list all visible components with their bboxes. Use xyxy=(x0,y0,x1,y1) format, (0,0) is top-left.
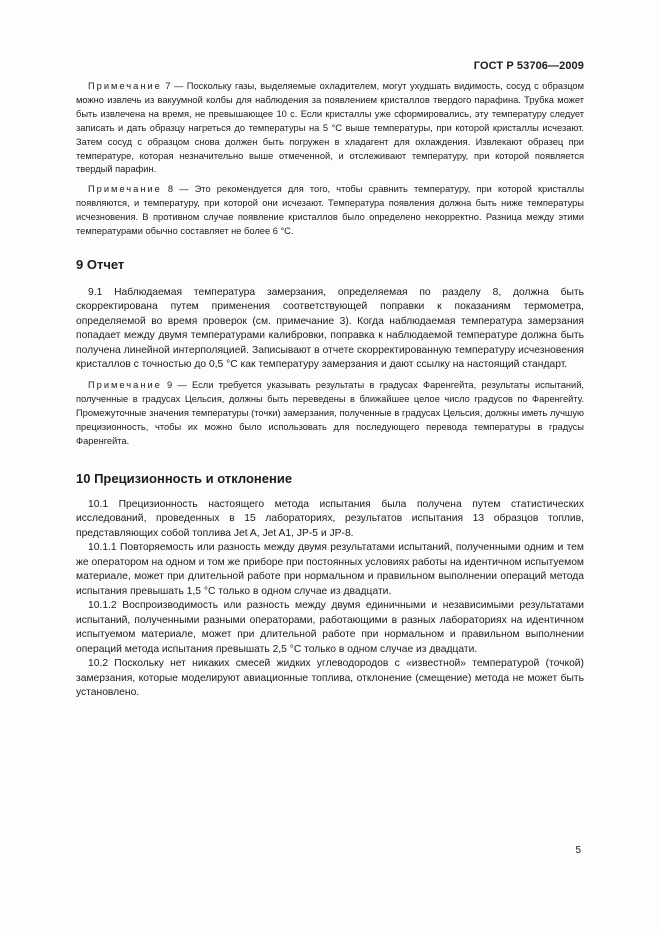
note-text: 9 — Если требуется указывать результаты в градусах Фаренгейта, результаты испытаний, полученные в градусах Цельсия, должны быть переведены в ближайшее целое число градусов по Фаренгейту. Промежуточные значения температуры (точки) замерзания, полученные в градусах Цельсия, должны иметь лучшую прецизионность, чтобы их можно было использовать для последующего перевода температуры в градусы Фаренгейта. xyxy=(76,379,584,446)
note-label: Примечание xyxy=(88,379,162,390)
paragraph-9-1: 9.1 Наблюдаемая температура замерзания, определяемая по разделу 8, должна быть скорректирована путем применения соответствующей поправки к показаниям термометра, определяемой во время проверок (см. примечание 3). Когда наблюдаемая температура замерзания попадает между двумя температурами калибровки, поправка к наблюдаемой температуре должна быть получена линейной интерполяцией. Записывают в отчете скорректированную температуру исчезновения кристаллов с точностью до 0,5 °С как температуру замерзания и дают ссылку на настоящий стандарт. xyxy=(76,286,584,371)
note-label: Примечание xyxy=(88,81,162,91)
standard-number: ГОСТ Р 53706—2009 xyxy=(473,60,584,72)
note-8 xyxy=(76,183,584,239)
note-9 xyxy=(76,379,584,449)
note-label: Примечание xyxy=(88,184,162,195)
page-content xyxy=(76,80,584,701)
note-text: 8 — Это рекомендуется для того, чтобы сравнить температуру, при которой кристаллы появляются, и температуру, при которой они исчезают. Температура появления должна быть ниже температуры исчезновения. В противном случае появление кристаллов было определено некорректно. Разница между этими температурами обычно составляет не более 6 °С. xyxy=(76,184,584,237)
section-9-heading: 9 Отчет xyxy=(76,256,125,272)
paragraph-10-2: 10.2 Поскольку нет никаких смесей жидких углеводородов с «известной» температурой (точкой) замерзания, которые моделируют авиационные топлива, отклонение (смещение) метода не может быть установлено. xyxy=(76,658,584,698)
note-text: 7 — Поскольку газы, выделяемые охладителем, могут ухудшать видимость, сосуд с образцом можно извлечь из вакуумной колбы для наблюдения за появлением кристаллов твердого парафина. Трубка может быть извлечена на время, не превышающее 10 с. Если кристаллы уже сформировались, эту температуру следует записать и дать образцу нагреться до температуры на 5 °С выше температуры, при которой кристаллы исчезают. Затем сосуд с образцом снова должен быть погружен в хладагент для охлаждения. Извлекают образец при температуре, которая незначительно выше отмеченной, и отслеживают температуру, при которой появляется твердый парафин. xyxy=(76,81,584,175)
paragraph-10-1-2: 10.1.2 Воспроизводимость или разность между двумя единичными и независимыми результатами испытаний, полученными разными операторами, работающими в разных лабораториях на идентичном испытуемом материале, может при длительной работе при нормальном и правильном выполнении операций метода испытания превышать 2,5 °С только в одном случае из двадцати. xyxy=(76,600,584,655)
page-number: 5 xyxy=(575,845,581,856)
paragraph-10-1-1: 10.1.1 Повторяемость или разность между двумя результатами испытаний, полученными одним и тем же оператором на одном и том же приборе при постоянных условиях работы на идентичном испытуемом материале, может при длительной работе при нормальном и правильном выполнении операций метода испытания превышать 1,5 °С только в одном случае из двадцати. xyxy=(76,542,584,597)
paragraph-10-1: 10.1 Прецизионность настоящего метода испытания была получена путем статистических исследований, проведенных в 15 лабораториях, результатов испытания 13 образцов топлив, представляющих собой топлива Jet A, Jet A1, JP-5 и JP-8. xyxy=(76,498,584,539)
section-10-heading: 10 Прецизионность и отклонение xyxy=(76,470,293,486)
note-7 xyxy=(76,80,584,177)
